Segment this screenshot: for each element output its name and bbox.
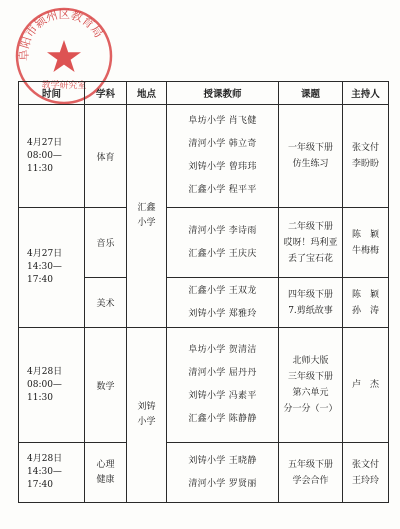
teachers-cell [167,278,279,328]
subject-cell: 美术 [85,278,127,328]
table-row [19,208,389,278]
subject-cell: 音乐 [85,208,127,278]
teacher: 清河小学 李诗雨 [188,225,257,236]
topic-cell [279,278,343,328]
host-cell [343,443,389,503]
host-name: 陈 颖 [351,229,379,240]
teacher: 清河小学 罗贤丽 [188,478,257,489]
header-host: 主持人 [343,82,389,105]
header-location: 地点 [127,82,167,105]
date: 4月27日 [27,249,63,259]
header-subject: 学科 [85,82,127,105]
subject-cell: 体育 [85,105,127,208]
topic-cell [279,105,343,208]
topic-line: 二年级下册 [287,221,333,232]
host-cell [343,208,389,278]
topic-line: 7.剪纸故事 [288,305,333,316]
teacher: 刘铸小学 王晓静 [188,455,257,466]
teacher: 刘铸小学 曾玮玮 [188,162,257,172]
seal-arc-text: 阜阳市颍州区教育局 [16,7,106,62]
topic-line: 哎呀！玛利亚 [283,237,338,248]
teachers-cell [167,328,279,443]
topic-line: 三年级下册 [287,372,333,382]
teacher: 清河小学 韩立奇 [188,139,257,149]
schedule-table [18,81,389,503]
date: 4月27日 [27,137,63,148]
hours: 08:00—11:30 [27,150,62,174]
table-row [19,328,389,443]
table-row [19,105,389,208]
host-name: 李盼盼 [351,159,379,169]
topic-line: 分一分（一） [283,404,338,414]
location-line: 汇鑫 [137,203,156,213]
topic-cell [279,443,343,503]
subject-cell: 数学 [85,328,127,443]
teacher: 汇鑫小学 王双龙 [188,285,257,296]
host-name: 张文付 [351,143,379,153]
time-cell [19,208,85,328]
seal-bottom-text: 教学研究室 [41,81,87,91]
teachers-cell [167,443,279,503]
topic-line: 学会合作 [292,475,329,486]
host-cell [343,105,389,208]
date: 4月28日 [27,454,63,464]
header-topic: 课题 [279,82,343,105]
table-row [19,443,389,503]
topic-line: 五年级下册 [287,459,333,470]
time-cell [19,328,85,443]
topic-line: 四年级下册 [287,289,333,300]
hours: 14:30—17:40 [27,467,62,490]
teacher: 刘铸小学 冯素平 [188,391,257,401]
location-cell [127,328,167,503]
location-line: 刘铸 [137,402,156,412]
location-line: 小学 [137,417,156,427]
header-teachers: 授课教师 [167,82,279,105]
host-cell [343,278,389,328]
host-name: 卢 杰 [351,380,379,390]
host-name: 牛梅梅 [351,245,379,256]
topic-line: 北师大版 [292,356,329,366]
header-row [19,82,389,105]
topic-cell [279,208,343,278]
header-time: 时间 [19,82,85,105]
time-cell [19,105,85,208]
subject-cell: 心理 健康 [85,443,127,503]
location-cell [127,105,167,328]
host-name: 陈 颖 [351,289,379,300]
topic-line: 仿生练习 [292,159,329,169]
teacher: 阜坊小学 贺清洁 [188,345,257,355]
host-cell [343,328,389,443]
host-name: 张文付 [351,459,379,470]
host-name: 孙 涛 [351,305,379,316]
topic-line: 一年级下册 [287,143,333,153]
topic-line: 丢了宝石花 [287,253,333,264]
teacher: 汇鑫小学 王庆庆 [188,248,257,259]
teacher: 阜坊小学 肖飞健 [188,116,257,126]
topic-line: 第六单元 [292,388,329,398]
seal-star-icon [47,40,81,72]
teacher: 汇鑫小学 程平平 [188,185,257,195]
time-cell [19,443,85,503]
location-line: 小学 [137,218,156,228]
teachers-cell [167,105,279,208]
hours: 08:00—11:30 [27,379,62,403]
teacher: 清河小学 屈丹丹 [188,368,257,378]
teacher: 汇鑫小学 陈静静 [188,414,257,424]
topic-cell [279,328,343,443]
host-name: 王玲玲 [351,475,379,486]
hours: 14:30—17:40 [27,262,62,285]
teacher: 刘铸小学 郑雅玲 [188,308,257,319]
date: 4月28日 [27,366,63,377]
teachers-cell [167,208,279,278]
